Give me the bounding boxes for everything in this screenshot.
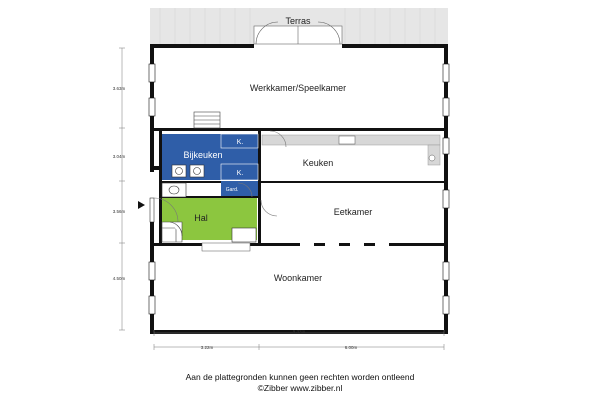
room-label-garderobe: Gard.	[225, 187, 239, 193]
room-label-eetkamer: Eetkamer	[333, 207, 373, 217]
terras-area	[150, 8, 448, 44]
room-label-keuken: Keuken	[302, 158, 334, 168]
kitchen-counter-side	[428, 145, 440, 165]
stairs-upper	[194, 112, 220, 128]
toilet	[162, 183, 186, 197]
room-label-terras: Terras	[285, 16, 311, 26]
room-label-kast-bottom: K.	[236, 170, 244, 177]
dimension-hal-depth: 3.56m	[112, 209, 126, 214]
dimension-bijkeuken-depth: 3.04m	[112, 154, 126, 159]
entrance-arrow-icon	[138, 201, 145, 209]
dimension-left-width: 3.22m	[200, 345, 214, 350]
dimension-right-width: 6.00m	[344, 345, 358, 350]
footer-credit: ©Zibber www.zibber.nl	[257, 383, 343, 393]
footer-disclaimer: Aan de plattegronden kunnen geen rechten worden ontleend	[185, 372, 415, 382]
dimension-werkkamer-depth: 3.63m	[112, 86, 126, 91]
dimension-woonkamer-depth: 4.50m	[112, 276, 126, 281]
hal-cupboard	[232, 228, 256, 242]
room-label-werkkamer: Werkkamer/Speelkamer	[249, 83, 347, 93]
room-label-woonkamer: Woonkamer	[273, 273, 323, 283]
room-label-hal: Hal	[194, 213, 208, 223]
stairs-hal	[162, 222, 182, 242]
room-label-bijkeuken: Bijkeuken	[183, 150, 223, 160]
room-label-kast-top: K.	[236, 139, 244, 146]
entrance-steps	[202, 243, 250, 251]
dimension-total-width: 9.32m	[292, 329, 306, 334]
